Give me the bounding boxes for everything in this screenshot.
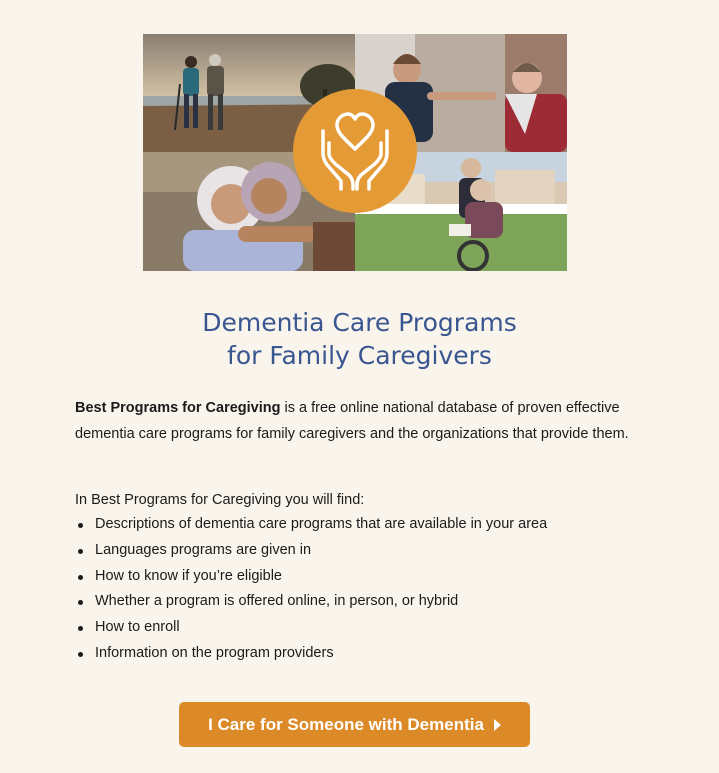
- care-for-someone-button-label: I Care for Someone with Dementia: [208, 714, 484, 734]
- list-item: Information on the program providers: [75, 641, 547, 667]
- features-list: [75, 512, 547, 667]
- list-item: Languages programs are given in: [75, 538, 547, 564]
- page-title: [0, 306, 719, 372]
- intro-text: is a free online national database of proven effective dementia care programs for family caregivers and the organizations that provide them.: [75, 400, 629, 442]
- care-for-someone-button[interactable]: [179, 702, 530, 747]
- list-item: How to know if you’re eligible: [75, 564, 547, 590]
- list-item: Descriptions of dementia care programs that are available in your area: [75, 512, 547, 538]
- page-title-line-1: Dementia Care Programs: [202, 308, 517, 337]
- list-item: How to enroll: [75, 615, 547, 641]
- hero-image-collage: [143, 34, 567, 271]
- intro-bold-name: Best Programs for Caregiving: [75, 400, 281, 416]
- caret-right-icon: [494, 719, 501, 731]
- hands-holding-heart-icon: [293, 89, 417, 213]
- page-title-line-2: for Family Caregivers: [227, 341, 492, 370]
- features-label: In Best Programs for Caregiving you will find:: [75, 492, 365, 508]
- list-item: Whether a program is offered online, in person, or hybrid: [75, 589, 547, 615]
- intro-paragraph: [75, 395, 645, 447]
